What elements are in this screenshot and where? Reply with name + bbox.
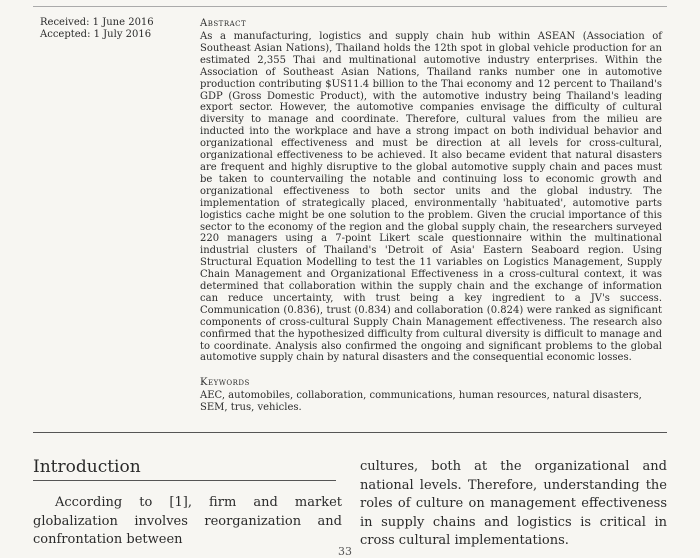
page-number: 33 <box>338 545 352 558</box>
top-rule <box>33 6 667 7</box>
section-divider <box>33 432 667 433</box>
abstract-heading: Abstract <box>200 18 247 29</box>
article-dates <box>40 17 154 41</box>
introduction-underline <box>33 480 336 481</box>
abstract-text: As a manufacturing, logistics and supply chain hub within ASEAN (Association of Southeast Asian Nations), Thailand holds the 12th spot in global vehicle production for an estimated 2,355 Thai and multinational automotive industry enterprises. Within the Association of Southeast Asian Nations, Thailand ranks number one in automotive production contributing $US11.4 billion to the Thai economy and 12 percent to Thailand's GDP (Gross Domestic Product), with the automotive industry being Thailand's leading export sector. However, the automotive companies envisage the difficulty of cultural diversity to manage and coordinate. Therefore, cultural values from the milieu are inducted into the workplace and have a strong impact on both individual behavior and organizational effectiveness and must be direction at all levels for cross-cultural, organizational effectiveness to be achieved. It also became evident that natural disasters are frequent and highly disruptive to the global automotive supply chain and paces must be taken to countervailing the notable and continuing loss to economic growth and organizational effectiveness to both sector units and the global industry. The implementation of strategically placed, environmentally 'habituated', automotive parts logistics cache might be one solution to the problem. Given the crucial importance of this sector to the economy of the region and the global supply chain, the researchers surveyed 220 managers using a 7-point Likert scale questionnaire within the multinational industrial clusters of Thailand's 'Detroit of Asia' Eastern Seaboard region. Using Structural Equation Modelling to test the 11 variables on Logistics Management, Supply Chain Management and Organizational Effectiveness in a cross-cultural context, it was determined that collaboration within the supply chain and the exchange of information can reduce uncertainty, with trust being a key ingredient to a JV's success. Communication (0.836), trust (0.834) and collaboration (0.824) were ranked as significant components of cross-cultural Supply Chain Management effectiveness. The research also confirmed that the hypothesized difficulty from cultural diversity is difficult to manage and to coordinate. Analysis also confirmed the ongoing and significant problems to the global automotive supply chain by natural disasters and the consequential economic losses. <box>200 31 662 364</box>
introduction-left-column: According to [1], firm and market globalization involves reorganization and confrontation between <box>33 495 342 547</box>
keywords-heading: Keywords <box>200 377 250 389</box>
abstract-section <box>200 18 662 414</box>
keywords-text: AEC, automobiles, collaboration, communications, human resources, natural disasters, SEM, trus, vehicles. <box>200 390 642 414</box>
introduction-heading: Introduction <box>33 457 141 477</box>
received-date: Received: 1 June 2016 <box>40 17 154 28</box>
accepted-date: Accepted: 1 July 2016 <box>40 29 152 40</box>
introduction-right-column: cultures, both at the organizational and national levels. Therefore, understanding the roles of culture on management effectiveness in supply chains and logistics is critical in cross cultural implementations. <box>360 459 667 548</box>
